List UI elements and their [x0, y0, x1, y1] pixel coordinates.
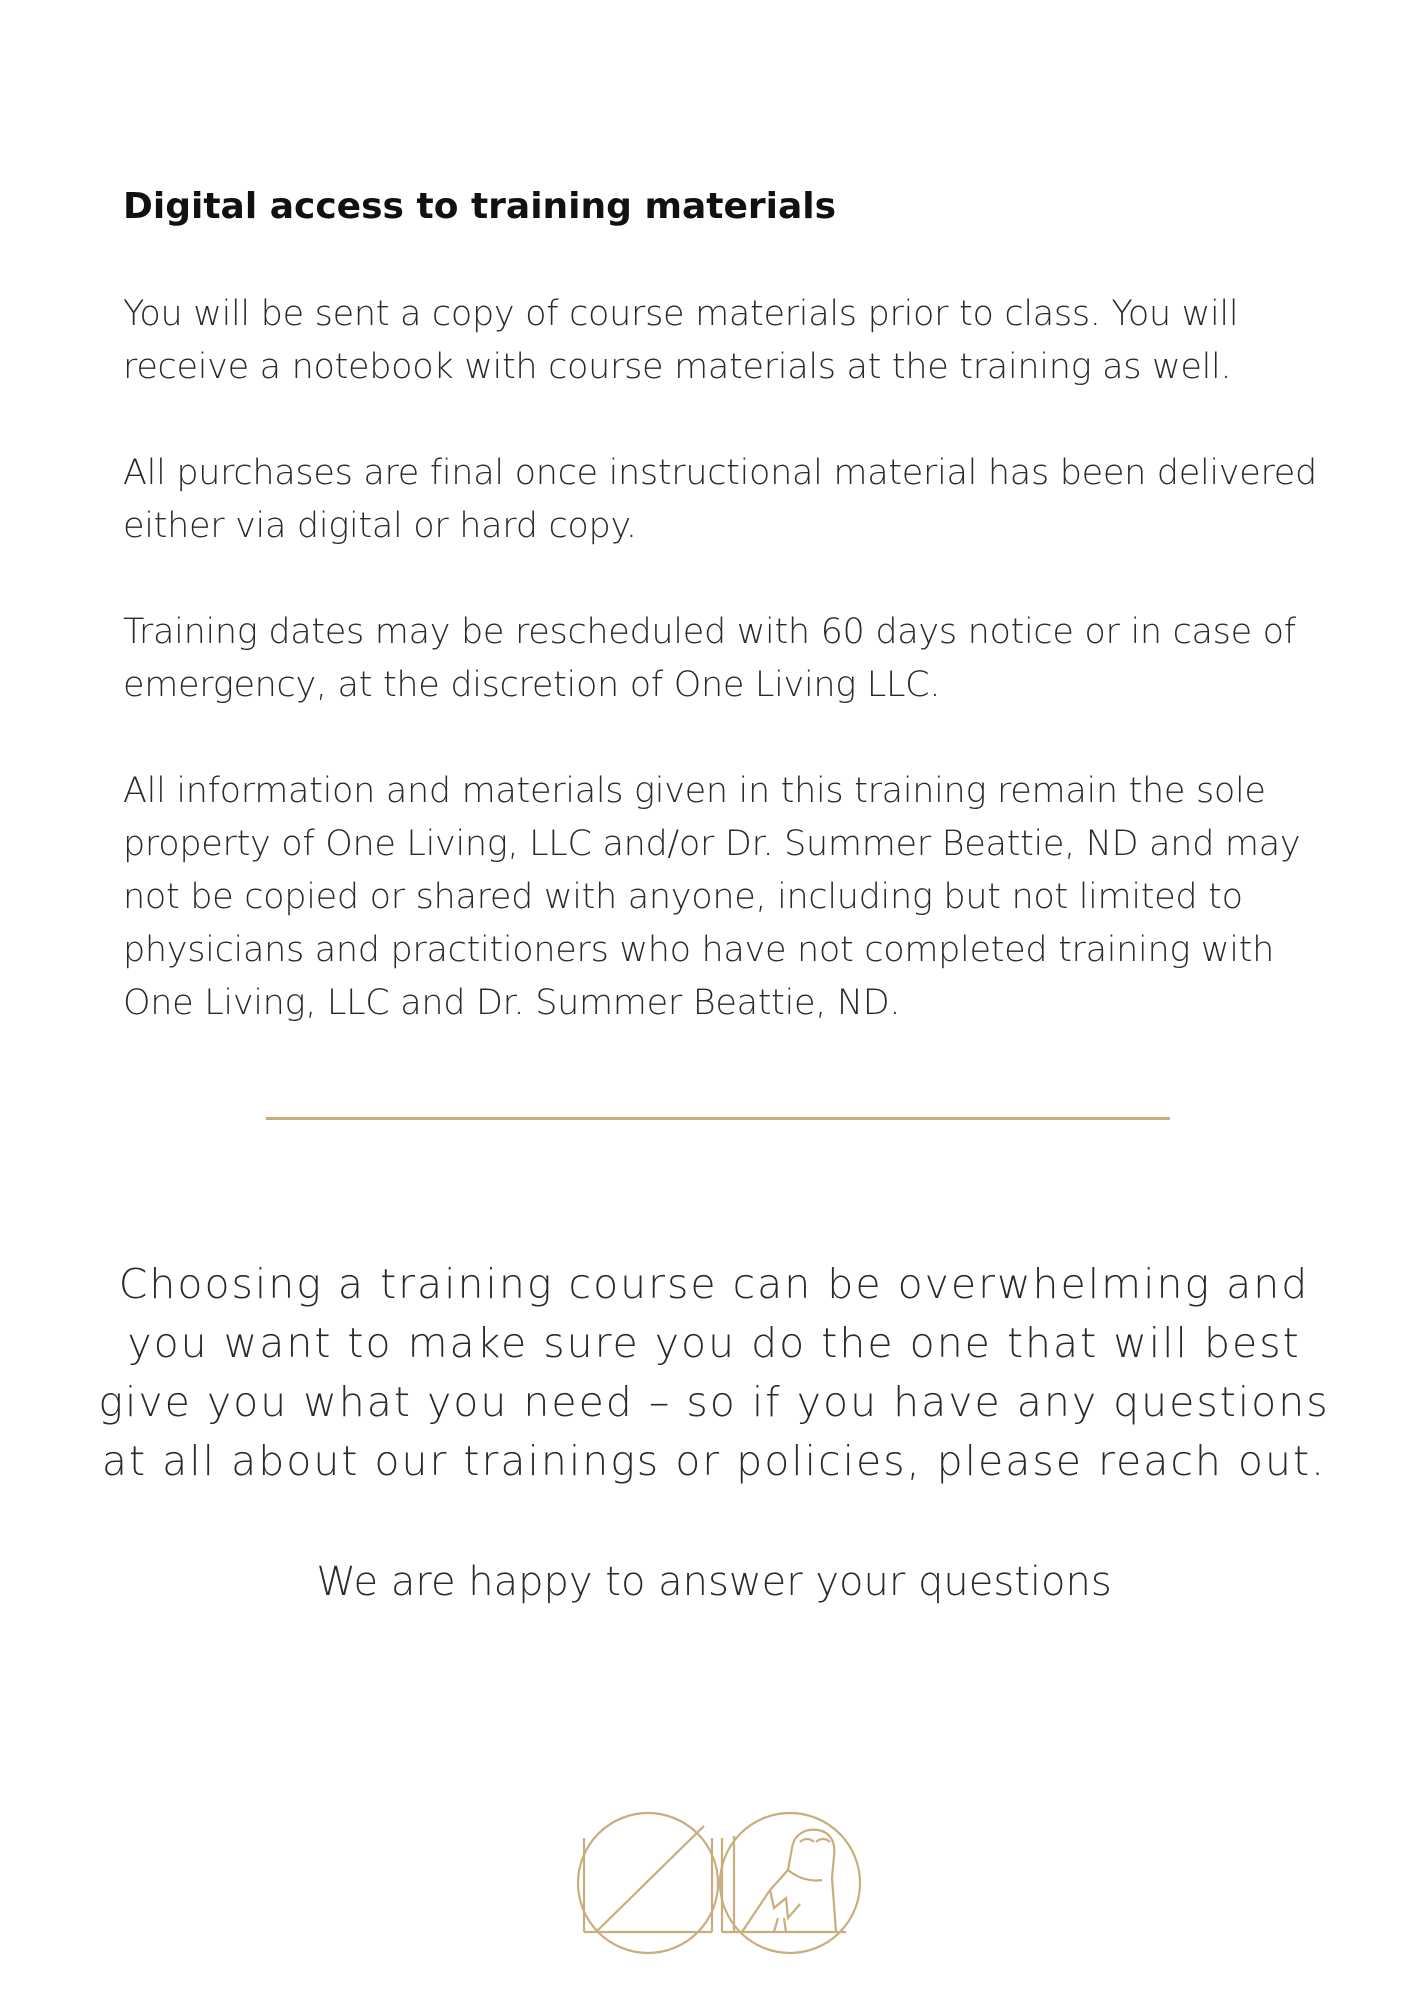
section-heading: Digital access to training materials [123, 186, 837, 227]
policy-paragraph-rescheduling: Training dates may be rescheduled with 60 days notice or in case of emergency, at the discretion of One Living LLC. [123, 612, 1296, 705]
policy-paragraph-materials: You will be sent a copy of course materials prior to class. You will receive a notebook with course materials at the training as well. [123, 294, 1239, 387]
policy-paragraph-purchases: All purchases are final once instructional material has been delivered either via digital or hard copy. [123, 453, 1317, 546]
closing-message: Choosing a training course can be overwhelming and you want to make sure you do the one that will best give you what you need – so if you have any questions at all about our trainings or policies, please reach out. [98, 1260, 1330, 1485]
policy-paragraph-property: All information and materials given in this training remain the sole property of One Living, LLC and/or Dr. Summer Beattie, ND and may not be copied or shared with anyone, including but not limited to physicians and practitioners who have not completed training with One Living, LLC and Dr. Summer Beattie, ND. [123, 771, 1301, 1023]
section-divider [266, 1117, 1170, 1120]
closing-tagline: We are happy to answer your questions [316, 1559, 1112, 1605]
one-living-owl-logo-icon [574, 1808, 864, 1958]
